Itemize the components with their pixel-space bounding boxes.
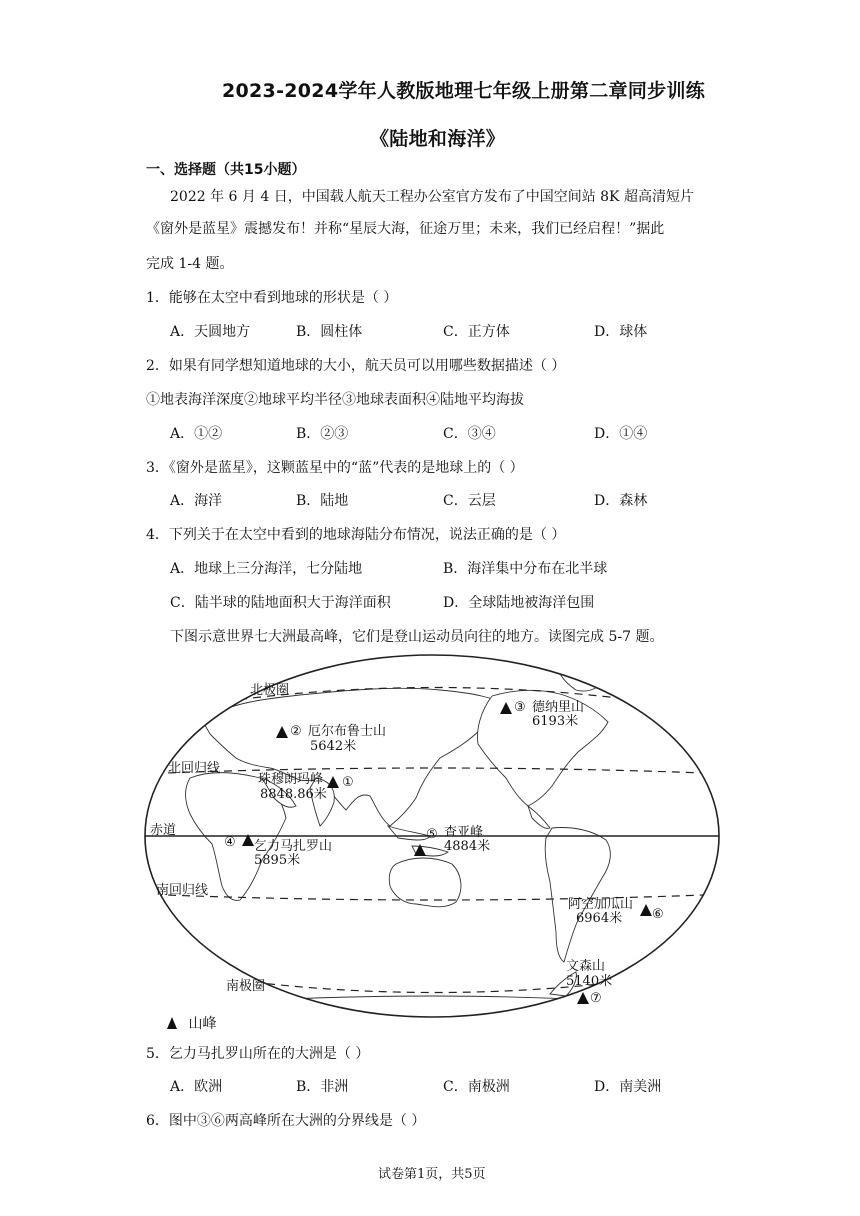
peak-2-name: 厄尔布鲁士山 xyxy=(308,724,387,739)
label-antarctic-circle: 南极圈 xyxy=(226,979,266,994)
intro-line-2: 《窗外是蓝星》震撼发布！并称“星辰大海，征途万里；未来，我们已经启程！”据此 xyxy=(146,221,665,237)
q4-option-d[interactable]: D．全球陆地被海洋包围 xyxy=(443,595,595,611)
peak-6-number: ⑥ xyxy=(652,907,664,922)
intro-line-3: 完成 1-4 题。 xyxy=(146,256,234,272)
world-peaks-map xyxy=(140,650,730,1035)
q4-option-c[interactable]: C．陆半球的陆地面积大于海洋面积 xyxy=(170,595,391,611)
peak-1-name: 珠穆朗玛峰 xyxy=(258,772,324,787)
q5-option-c[interactable]: C．南极洲 xyxy=(443,1079,510,1095)
question-3-stem: 3．《窗外是蓝星》，这颗蓝星中的“蓝”代表的是地球上的（ ） xyxy=(146,460,524,476)
question-1-stem: 1．能够在太空中看到地球的形状是（ ） xyxy=(146,290,398,306)
peak-6-height: 6964米 xyxy=(576,911,623,926)
question-5-stem: 5．乞力马扎罗山所在的大洲是（ ） xyxy=(146,1046,370,1062)
q5-option-b[interactable]: B．非洲 xyxy=(296,1079,349,1095)
peak-4-name: 乞力马扎罗山 xyxy=(254,839,333,854)
page-title: 2023-2024学年人教版地理七年级上册第二章同步训练 xyxy=(222,80,706,102)
page-subtitle: 《陆地和海洋》 xyxy=(370,128,506,150)
intro-line-1: 2022 年 6 月 4 日，中国载人航天工程办公室官方发布了中国空间站 8K 超高清短片 xyxy=(170,189,694,205)
map-legend xyxy=(166,1013,216,1033)
q2-option-d[interactable]: D．①④ xyxy=(594,426,648,442)
question-2-stem: 2．如果有同学想知道地球的大小，航天员可以用哪些数据描述（ ） xyxy=(146,358,566,374)
peak-3-name: 德纳里山 xyxy=(532,700,585,715)
map-intro: 下图示意世界七大洲最高峰，它们是登山运动员向往的地方。读图完成 5-7 题。 xyxy=(170,629,664,645)
label-arctic-circle: 北极圈 xyxy=(250,683,290,698)
q1-option-a[interactable]: A．天圆地方 xyxy=(170,324,251,340)
mountain-icon xyxy=(166,1017,178,1029)
q4-option-b[interactable]: B．海洋集中分布在北半球 xyxy=(443,561,608,577)
q1-option-d[interactable]: D．球体 xyxy=(594,324,648,340)
question-6-stem: 6．图中③⑥两高峰所在大洲的分界线是（ ） xyxy=(146,1113,426,1129)
peak-3-number: ③ xyxy=(514,700,526,715)
q3-option-a[interactable]: A．海洋 xyxy=(170,493,223,509)
label-tropic-of-cancer: 北回归线 xyxy=(168,761,221,776)
q2-option-a[interactable]: A．①② xyxy=(170,426,223,442)
peak-5-name: 查亚峰 xyxy=(444,825,484,840)
question-2-sub: ①地表海洋深度②地球平均半径③地球表面积④陆地平均海拔 xyxy=(146,392,524,408)
legend-label: 山峰 xyxy=(188,1016,217,1032)
q1-option-b[interactable]: B．圆柱体 xyxy=(296,324,363,340)
page-footer: 试卷第1页，共5页 xyxy=(378,1167,486,1182)
q3-option-b[interactable]: B．陆地 xyxy=(296,493,349,509)
peak-4-height: 5895米 xyxy=(254,853,301,868)
question-4-stem: 4．下列关于在太空中看到的地球海陆分布情况，说法正确的是（ ） xyxy=(146,527,566,543)
section-heading: 一、选择题（共15小题） xyxy=(146,162,306,178)
q5-option-d[interactable]: D．南美洲 xyxy=(594,1079,662,1095)
mountain-icon xyxy=(577,992,589,1004)
q5-option-a[interactable]: A．欧洲 xyxy=(170,1079,223,1095)
label-equator: 赤道 xyxy=(150,823,177,838)
peak-5-height: 4884米 xyxy=(444,839,491,854)
q4-option-a[interactable]: A．地球上三分海洋，七分陆地 xyxy=(170,561,363,577)
peak-2-height: 5642米 xyxy=(310,739,357,754)
peak-7-name: 文森山 xyxy=(566,959,606,974)
peak-2-number: ② xyxy=(290,724,302,739)
peak-1-height: 8848.86米 xyxy=(260,787,327,802)
q3-option-d[interactable]: D．森林 xyxy=(594,493,648,509)
peak-7-height: 5140米 xyxy=(566,974,613,989)
label-tropic-of-capricorn: 南回归线 xyxy=(156,883,209,898)
q2-option-b[interactable]: B．②③ xyxy=(296,426,349,442)
peak-1-number: ① xyxy=(342,775,354,790)
peak-5-number: ⑤ xyxy=(426,827,438,842)
peak-7-number: ⑦ xyxy=(590,991,602,1006)
q1-option-c[interactable]: C．正方体 xyxy=(443,324,510,340)
q2-option-c[interactable]: C．③④ xyxy=(443,426,496,442)
q3-option-c[interactable]: C．云层 xyxy=(443,493,496,509)
peak-4-number: ④ xyxy=(224,835,236,850)
peak-3-height: 6193米 xyxy=(532,714,579,729)
peak-6-name: 阿空加瓜山 xyxy=(568,897,634,912)
